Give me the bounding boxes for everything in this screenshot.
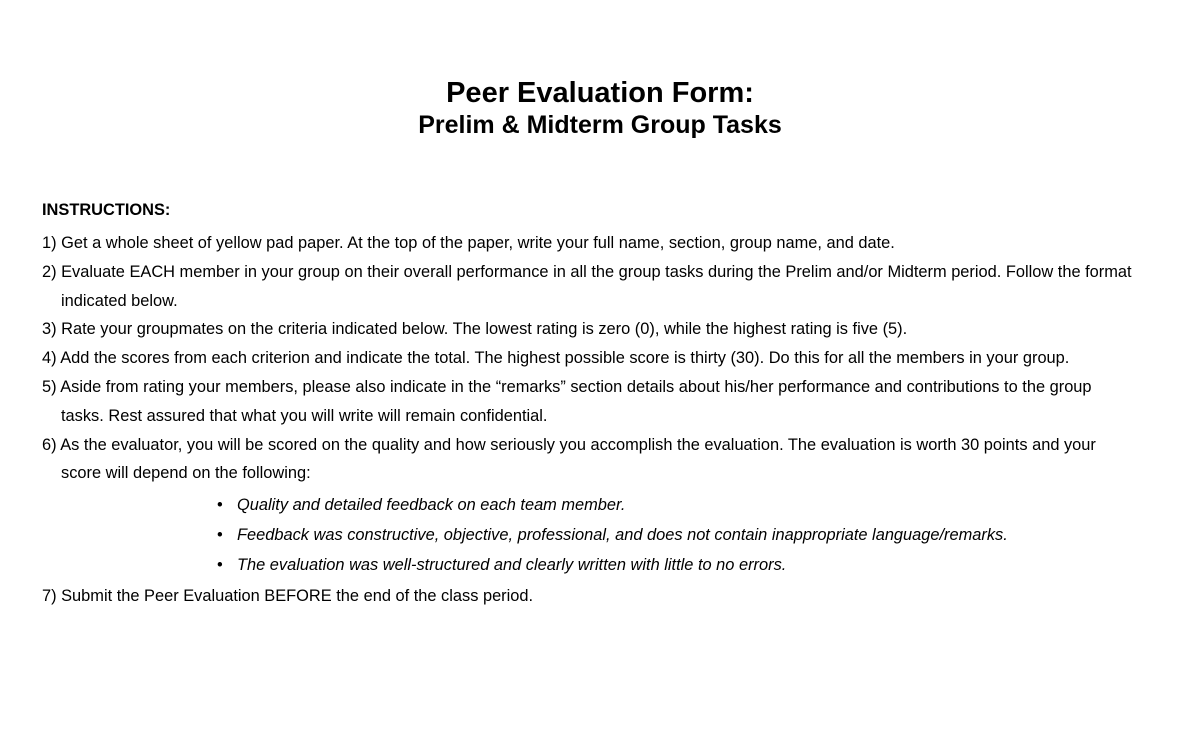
form-subtitle: Prelim & Midterm Group Tasks bbox=[418, 111, 782, 139]
list-item bbox=[42, 550, 1172, 580]
list-item bbox=[42, 520, 1172, 550]
instruction-step-4: 4) Add the scores from each criterion and indicate the total. The highest possible score is thirty (30). Do this for all the members in your group. bbox=[42, 349, 1070, 368]
instruction-step-6: 6) As the evaluator, you will be scored on the quality and how seriously you accomplish the evaluation. The evaluation is worth 30 points and your bbox=[42, 435, 1096, 454]
criterion-text: Feedback was constructive, objective, professional, and does not contain inappropriate language/remarks. bbox=[237, 526, 1008, 545]
instruction-step-1: 1) Get a whole sheet of yellow pad paper. At the top of the paper, write your full name, section, group name, and date. bbox=[42, 234, 895, 252]
evaluation-criteria-list bbox=[42, 490, 1172, 580]
instruction-step-7: 7) Submit the Peer Evaluation BEFORE the end of the class period. bbox=[42, 587, 534, 606]
instructions-heading: INSTRUCTIONS: bbox=[42, 201, 171, 219]
instruction-step-6-continued: score will depend on the following: bbox=[61, 464, 311, 483]
instructions-section bbox=[42, 200, 1172, 611]
list-item bbox=[42, 490, 1172, 520]
form-title: Peer Evaluation Form: bbox=[446, 77, 754, 109]
instruction-step-5: 5) Aside from rating your members, please also indicate in the “remarks” section details about his/her performance and contributions to the group bbox=[42, 377, 1092, 396]
instruction-step-2: 2) Evaluate EACH member in your group on their overall performance in all the group tasks during the Prelim and/or Midterm period. Follow the format bbox=[42, 262, 1132, 281]
bullet-icon: • bbox=[217, 526, 223, 545]
bullet-icon: • bbox=[217, 496, 223, 515]
instruction-step-5-continued: tasks. Rest assured that what you will write will remain confidential. bbox=[61, 406, 548, 425]
instruction-step-2-continued: indicated below. bbox=[61, 291, 178, 310]
instruction-step-3: 3) Rate your groupmates on the criteria indicated below. The lowest rating is zero (0), while the highest rating is five (5). bbox=[42, 320, 908, 339]
criterion-text: Quality and detailed feedback on each team member. bbox=[237, 496, 626, 515]
criterion-text: The evaluation was well-structured and clearly written with little to no errors. bbox=[237, 556, 787, 575]
bullet-icon: • bbox=[217, 556, 223, 575]
